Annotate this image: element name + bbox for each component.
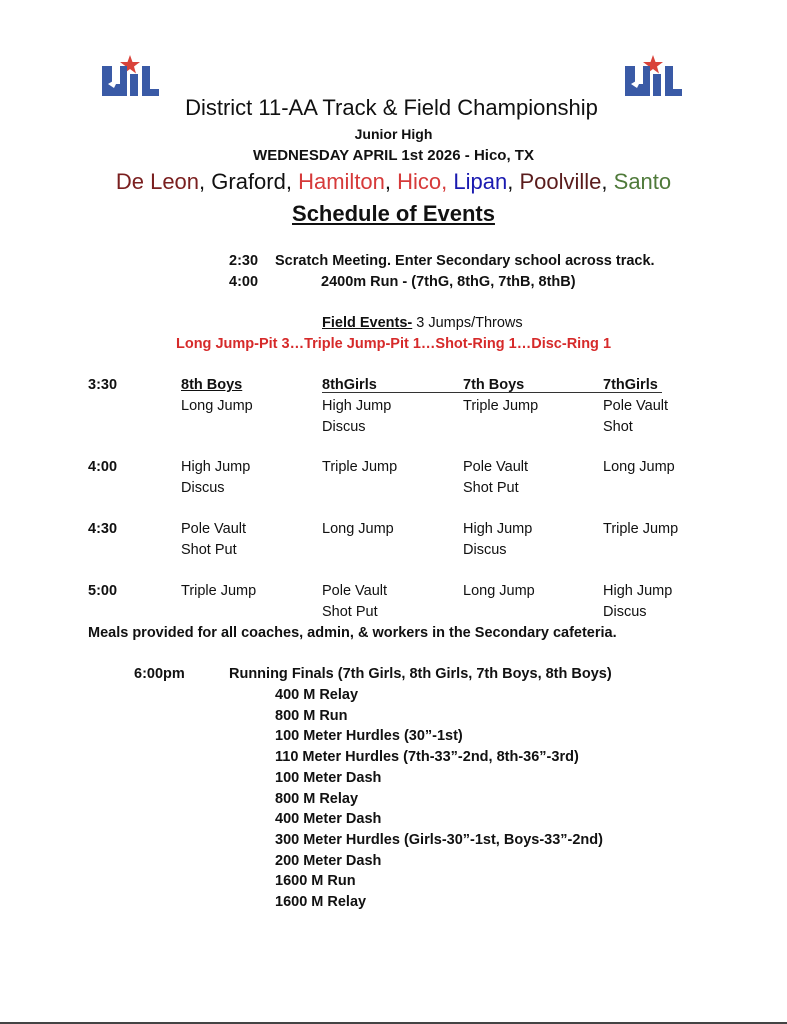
event-cell: Triple Jump: [181, 583, 257, 599]
field-locations: Long Jump-Pit 3…Triple Jump-Pit 1…Shot-Ring 1…Disc-Ring 1: [175, 336, 612, 352]
event-cell: High Jump: [463, 521, 533, 537]
event-cell: Pole Vault: [322, 583, 388, 599]
event-date: WEDNESDAY APRIL 1st 2026 - Hico, TX: [253, 147, 534, 164]
meals-note: Meals provided for all coaches, admin, & workers in the Secondary cafeteria.: [88, 625, 617, 641]
school-name: Hico,: [397, 169, 448, 194]
column-header: 7th Boys: [463, 377, 525, 393]
column-header: 7thGirls: [603, 377, 658, 393]
school-name: Santo: [613, 169, 672, 194]
event-cell: Shot: [603, 419, 633, 435]
event-cell: Pole Vault: [463, 459, 529, 475]
field-events-line: [322, 315, 523, 331]
final-event: 200 Meter Dash: [275, 852, 382, 869]
school-name: Lipan: [453, 169, 508, 194]
event-cell: Pole Vault: [181, 521, 247, 537]
school-name: Graford: [211, 169, 286, 194]
pre-text: 2400m Run - (7thG, 8thG, 7thB, 8thB): [321, 274, 576, 290]
school-separator: ,: [285, 169, 299, 194]
school-name: Hamilton: [298, 169, 385, 194]
final-event: 110 Meter Hurdles (7th-33”-2nd, 8th-36”-3rd): [275, 749, 579, 766]
event-cell: Long Jump: [181, 398, 253, 414]
final-event: 800 M Run: [275, 707, 348, 724]
final-event: 1600 M Run: [275, 873, 356, 890]
school-name: De Leon: [115, 169, 200, 194]
pre-time: 4:00: [229, 274, 259, 290]
time-slot: 5:00: [88, 583, 118, 599]
time-slot: 4:30: [88, 521, 118, 537]
time-slot: 4:00: [88, 459, 118, 475]
pre-time: 2:30: [229, 253, 259, 269]
column-header: 8thGirls: [322, 377, 377, 393]
uil-logo-left: [100, 54, 160, 98]
event-cell: Shot Put: [181, 542, 237, 558]
school-list: [0, 169, 787, 195]
event-cell: High Jump: [322, 398, 392, 414]
final-event: 400 M Relay: [275, 687, 359, 703]
event-cell: Triple Jump: [322, 459, 398, 475]
event-cell: Long Jump: [322, 521, 394, 537]
event-cell: High Jump: [181, 459, 251, 475]
final-event: 300 Meter Hurdles (Girls-30”-1st, Boys-33”-2nd): [275, 831, 603, 848]
school-separator: ,: [384, 169, 398, 194]
event-cell: Triple Jump: [603, 521, 679, 537]
time-slot: 3:30: [88, 377, 118, 393]
final-event: 800 M Relay: [275, 790, 359, 807]
field-events-note: 3 Jumps/Throws: [412, 315, 523, 331]
header-underline: [322, 392, 662, 393]
event-cell: Discus: [181, 480, 225, 496]
final-event: 1600 M Relay: [275, 894, 367, 910]
field-events-label: Field Events-: [322, 315, 413, 331]
final-event: 100 Meter Dash: [275, 769, 382, 786]
pre-text: Scratch Meeting. Enter Secondary school across track.: [275, 253, 655, 269]
school-separator: ,: [601, 169, 614, 194]
event-cell: High Jump: [603, 583, 673, 599]
subtitle: Junior High: [354, 126, 433, 142]
finals-title: Running Finals (7th Girls, 8th Girls, 7th Boys, 8th Boys): [229, 666, 612, 682]
final-event: 100 Meter Hurdles (30”-1st): [275, 728, 463, 745]
schedule-heading: Schedule of Events: [292, 201, 495, 226]
school-name: Poolville: [519, 169, 602, 194]
event-cell: Long Jump: [603, 459, 675, 475]
event-cell: Pole Vault: [603, 398, 669, 414]
finals-time: 6:00pm: [134, 666, 185, 682]
event-cell: Discus: [603, 604, 647, 620]
uil-logo-right: [623, 54, 683, 98]
document-title: District 11-AA Track & Field Championship: [185, 95, 598, 120]
event-cell: Triple Jump: [463, 398, 539, 414]
event-cell: Long Jump: [463, 583, 535, 599]
school-separator: ,: [199, 169, 212, 194]
event-cell: Discus: [322, 419, 366, 435]
event-cell: Shot Put: [463, 480, 519, 496]
column-header: 8th Boys: [181, 377, 243, 393]
final-event: 400 Meter Dash: [275, 811, 382, 828]
event-cell: Shot Put: [322, 604, 378, 620]
event-cell: Discus: [463, 542, 507, 558]
school-separator: ,: [507, 169, 520, 194]
